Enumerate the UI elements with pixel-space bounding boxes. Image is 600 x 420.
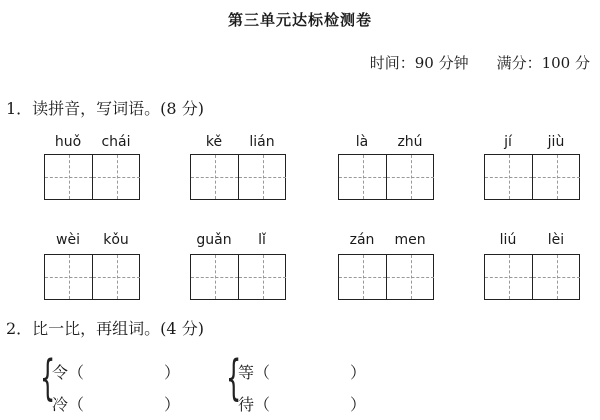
left-brace-icon: {: [40, 350, 56, 406]
writing-grid[interactable]: [338, 254, 434, 300]
close-paren: ）: [350, 395, 367, 414]
pinyin-label: zhú: [397, 134, 423, 150]
pinyin-label: guǎn: [196, 232, 232, 248]
compare-char: 待: [238, 395, 255, 414]
close-paren: ）: [350, 363, 367, 382]
score-label: 满分：100 分: [496, 54, 590, 72]
compare-row: [238, 392, 366, 415]
pinyin-label: kǒu: [103, 232, 129, 248]
left-brace-icon: {: [226, 350, 242, 406]
pinyin-label: lǐ: [258, 232, 266, 248]
question-2-heading: 2．比一比，再组词。(4 分): [6, 319, 204, 338]
writing-grid[interactable]: [190, 254, 286, 300]
question-1-heading: 1．读拼音，写词语。(8 分): [6, 99, 204, 118]
open-paren: （: [254, 363, 271, 382]
pinyin-label: lèi: [547, 232, 565, 248]
close-paren: ）: [164, 363, 181, 382]
compare-char: 等: [238, 363, 255, 382]
close-paren: ）: [164, 395, 181, 414]
writing-grid[interactable]: [44, 154, 140, 200]
pinyin-label: wèi: [56, 232, 80, 248]
pinyin-label: men: [394, 232, 426, 248]
exam-meta: [370, 52, 590, 73]
pinyin-label: lián: [249, 134, 275, 150]
compare-char: 冷: [52, 395, 69, 414]
pinyin-label: zán: [349, 232, 375, 248]
pinyin-label: liú: [499, 232, 517, 248]
open-paren: （: [254, 395, 271, 414]
compare-row: [238, 360, 366, 383]
pinyin-label: jí: [504, 134, 512, 150]
compare-row: [52, 360, 180, 383]
open-paren: （: [68, 395, 85, 414]
time-label: 时间：90 分钟: [369, 54, 469, 72]
writing-grid[interactable]: [190, 154, 286, 200]
pinyin-label: kě: [205, 134, 223, 150]
pinyin-label: huǒ: [54, 134, 82, 150]
writing-grid[interactable]: [484, 154, 580, 200]
pinyin-label: jiù: [547, 134, 565, 150]
writing-grid[interactable]: [338, 154, 434, 200]
compare-char: 令: [52, 363, 69, 382]
pinyin-label: chái: [101, 134, 131, 150]
page-title: 第三单元达标检测卷: [227, 11, 372, 29]
open-paren: （: [68, 363, 85, 382]
writing-grid[interactable]: [44, 254, 140, 300]
pinyin-label: là: [355, 134, 369, 150]
compare-row: [52, 392, 180, 415]
writing-grid[interactable]: [484, 254, 580, 300]
